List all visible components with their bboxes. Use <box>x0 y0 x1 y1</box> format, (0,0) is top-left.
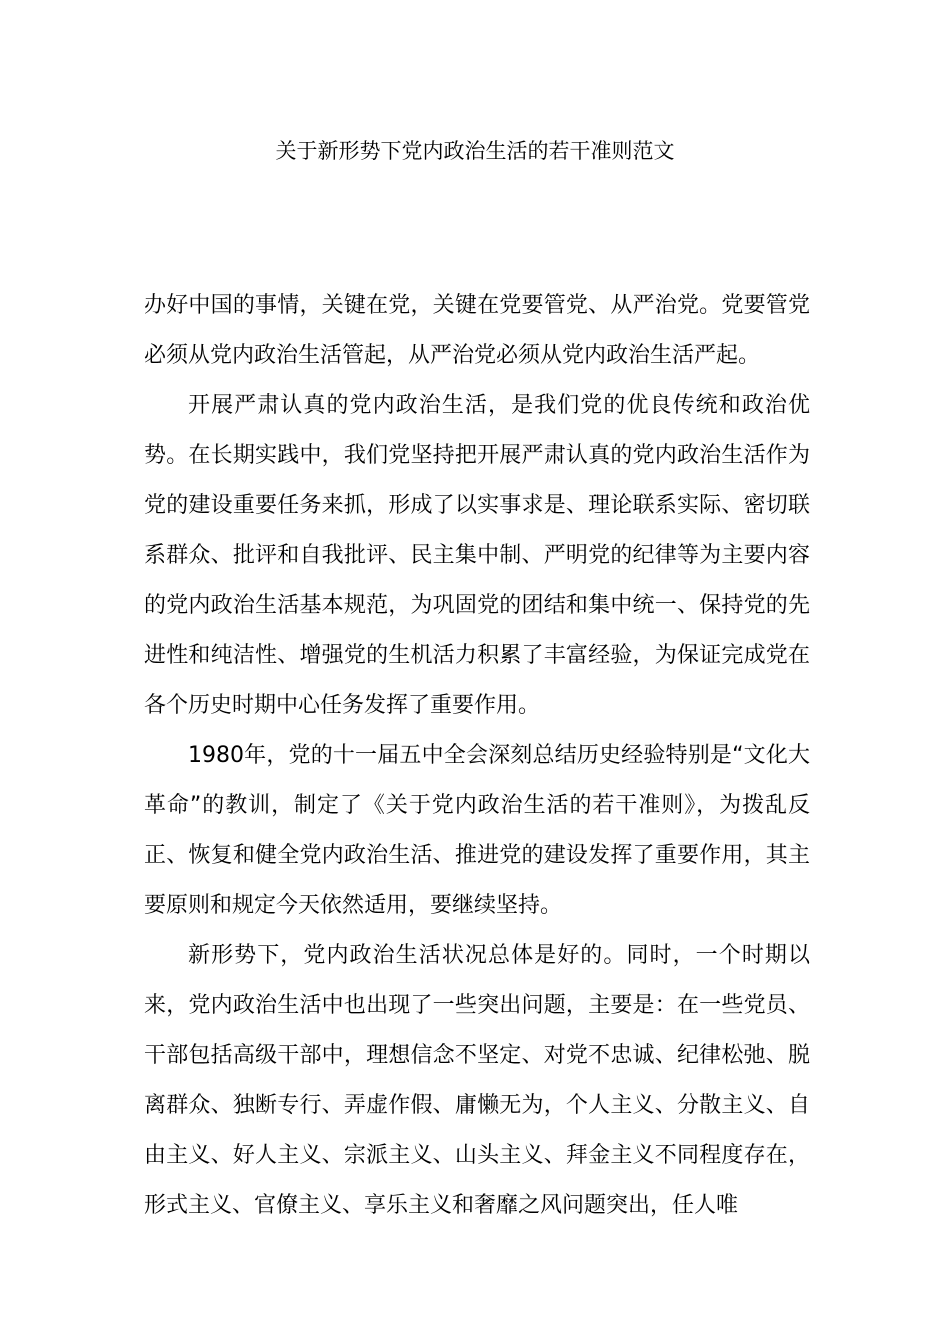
paragraph-4: 新形势下，党内政治生活状况总体是好的。同时，一个时期以来，党内政治生活中也出现了一些突出问题，主要是：在一些党员、干部包括高级干部中，理想信念不坚定、对党不忠诚、纪律松弛、脱离群众、独断专行、弄虚作假、庸懒无为，个人主义、分散主义、自由主义、好人主义、宗派主义、山头主义、拜金主义不同程度存在，形式主义、官僚主义、享乐主义和奢靡之风问题突出，任人唯 <box>144 943 810 1218</box>
paragraph-1: 办好中国的事情，关键在党，关键在党要管党、从严治党。党要管党必须从党内政治生活管起，从严治党必须从党内政治生活严起。 <box>144 293 810 368</box>
paragraph-3: 1980年，党的十一届五中全会深刻总结历史经验特别是“文化大革命”的教训，制定了《关于党内政治生活的若干准则》，为拨乱反正、恢复和健全党内政治生活、推进党的建设发挥了重要作用，其主要原则和规定今天依然适用，要继续坚持。 <box>144 743 810 918</box>
paragraph-2: 开展严肃认真的党内政治生活，是我们党的优良传统和政治优势。在长期实践中，我们党坚持把开展严肃认真的党内政治生活作为党的建设重要任务来抓，形成了以实事求是、理论联系实际、密切联系群众、批评和自我批评、民主集中制、严明党的纪律等为主要内容的党内政治生活基本规范，为巩固党的团结和集中统一、保持党的先进性和纯洁性、增强党的生机活力积累了丰富经验，为保证完成党在各个历史时期中心任务发挥了重要作用。 <box>144 393 810 718</box>
document-title: 关于新形势下党内政治生活的若干准则范文 <box>275 139 675 163</box>
document-body <box>144 281 810 1231</box>
